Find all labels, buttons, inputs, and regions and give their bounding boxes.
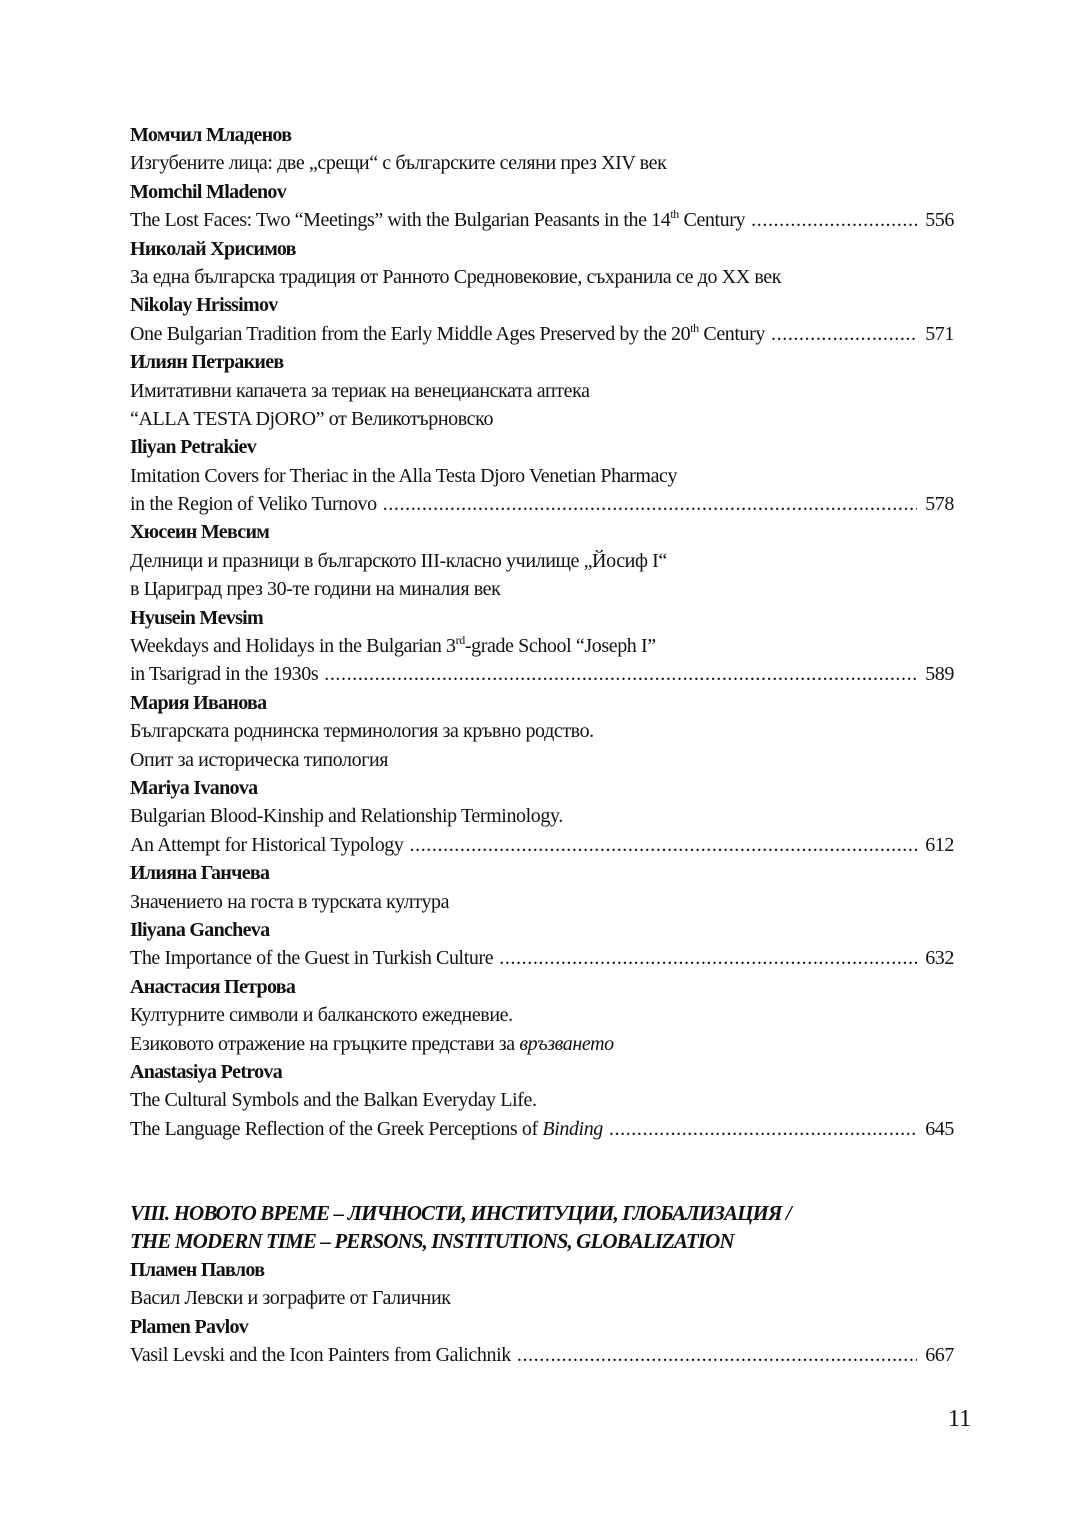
toc-entry-line[interactable] [130, 944, 954, 972]
leader-dots [383, 490, 917, 518]
title-en: One Bulgarian Tradition from the Early Middle Ages Preserved by the 20th Century [130, 320, 766, 345]
title-bg: Делници и празници в българското III-класно училище „Йосиф I“ [130, 549, 667, 572]
leader-dots [751, 206, 917, 234]
title-en: Bulgarian Blood-Kinship and Relationship Terminology. [130, 805, 563, 828]
title-bg: Имитативни капачета за териак на венецианската аптека [130, 379, 590, 402]
toc-entry-line[interactable] [130, 1115, 954, 1143]
title-bg: Васил Левски и зографите от Галичник [130, 1287, 451, 1310]
leader-dots [410, 831, 918, 859]
title-bg: Българската роднинска терминология за кръвно родство. [130, 720, 594, 743]
page-number: 11 [948, 1406, 972, 1432]
page-ref: 589 [925, 663, 954, 686]
toc-entry-line[interactable] [130, 320, 954, 348]
page-ref: 571 [925, 322, 954, 345]
page-ref: 667 [925, 1343, 954, 1366]
page-ref: 612 [925, 833, 954, 856]
title-bg: Опит за историческа типология [130, 748, 389, 771]
author-bg: Анастасия Петрова [130, 975, 296, 998]
toc-entry-line[interactable] [130, 660, 954, 688]
title-en: The Language Reflection of the Greek Perceptions of Binding [130, 1117, 603, 1140]
section-heading-en: THE MODERN TIME – PERSONS, INSTITUTIONS, GLOBALIZATION [130, 1229, 734, 1254]
author-bg: Илиян Петракиев [130, 351, 284, 374]
author-bg: Хюсеин Мевсим [130, 521, 270, 544]
leader-dots [324, 660, 917, 688]
title-bg: в Цариград през 30-те години на миналия век [130, 578, 501, 601]
title-bg: Изгубените лица: две „срещи“ с българските селяни през XIV век [130, 152, 667, 175]
title-bg: Значението на госта в турската култура [130, 890, 450, 913]
author-en: Anastasiya Petrova [130, 1060, 283, 1083]
title-bg: Езиковото отражение на гръцките представи за връзването [130, 1032, 614, 1055]
toc-entry-line[interactable] [130, 1341, 954, 1369]
title-en: An Attempt for Historical Typology [130, 833, 404, 856]
author-en: Iliyana Gancheva [130, 918, 270, 941]
toc-entry-line[interactable] [130, 490, 954, 518]
title-en: Imitation Covers for Theriac in the Alla Testa Djoro Venetian Pharmacy [130, 464, 678, 487]
title-bg: Културните символи и балканското ежедневие. [130, 1004, 513, 1027]
title-en: The Lost Faces: Two “Meetings” with the Bulgarian Peasants in the 14th Century [130, 207, 746, 232]
title-bg: За една българска традиция от Ранното Средновековие, съхранила се до XX век [130, 265, 782, 288]
leader-dots [517, 1341, 917, 1369]
author-en: Momchil Mladenov [130, 180, 287, 203]
author-bg: Николай Хрисимов [130, 237, 296, 260]
title-en: Weekdays and Holidays in the Bulgarian 3rd-grade School “Joseph I” [130, 633, 656, 658]
title-en: The Cultural Symbols and the Balkan Everyday Life. [130, 1089, 537, 1112]
author-en: Hyusein Mevsim [130, 606, 263, 629]
section-viii [130, 1199, 954, 1369]
title-en: in the Region of Veliko Turnovo [130, 493, 377, 516]
page-ref: 578 [925, 493, 954, 516]
page-ref: 632 [925, 947, 954, 970]
author-bg: Пламен Павлов [130, 1258, 265, 1281]
table-of-contents [130, 121, 954, 1143]
page-ref: 556 [925, 209, 954, 232]
section-heading-bg: VIII. НОВОТО ВРЕМЕ – ЛИЧНОСТИ, ИНСТИТУЦИИ, ГЛОБАЛИЗАЦИЯ / [130, 1201, 791, 1225]
title-bg: “ALLA TESTA DjORO” от Великотърновско [130, 407, 494, 430]
author-en: Plamen Pavlov [130, 1315, 249, 1338]
leader-dots [771, 320, 917, 348]
author-en: Nikolay Hrissimov [130, 294, 278, 317]
title-en: The Importance of the Guest in Turkish Culture [130, 947, 494, 970]
author-bg: Мария Иванова [130, 691, 267, 714]
title-en: in Tsarigrad in the 1930s [130, 663, 319, 686]
author-bg: Момчил Младенов [130, 124, 292, 146]
toc-entry-line[interactable] [130, 206, 954, 234]
toc-entry-line[interactable] [130, 831, 954, 859]
page-ref: 645 [925, 1117, 954, 1140]
leader-dots [499, 944, 917, 972]
author-en: Mariya Ivanova [130, 776, 258, 799]
leader-dots [609, 1115, 917, 1143]
author-en: Iliyan Petrakiev [130, 436, 257, 459]
title-en: Vasil Levski and the Icon Painters from Galichnik [130, 1343, 511, 1366]
author-bg: Илияна Ганчева [130, 862, 270, 885]
